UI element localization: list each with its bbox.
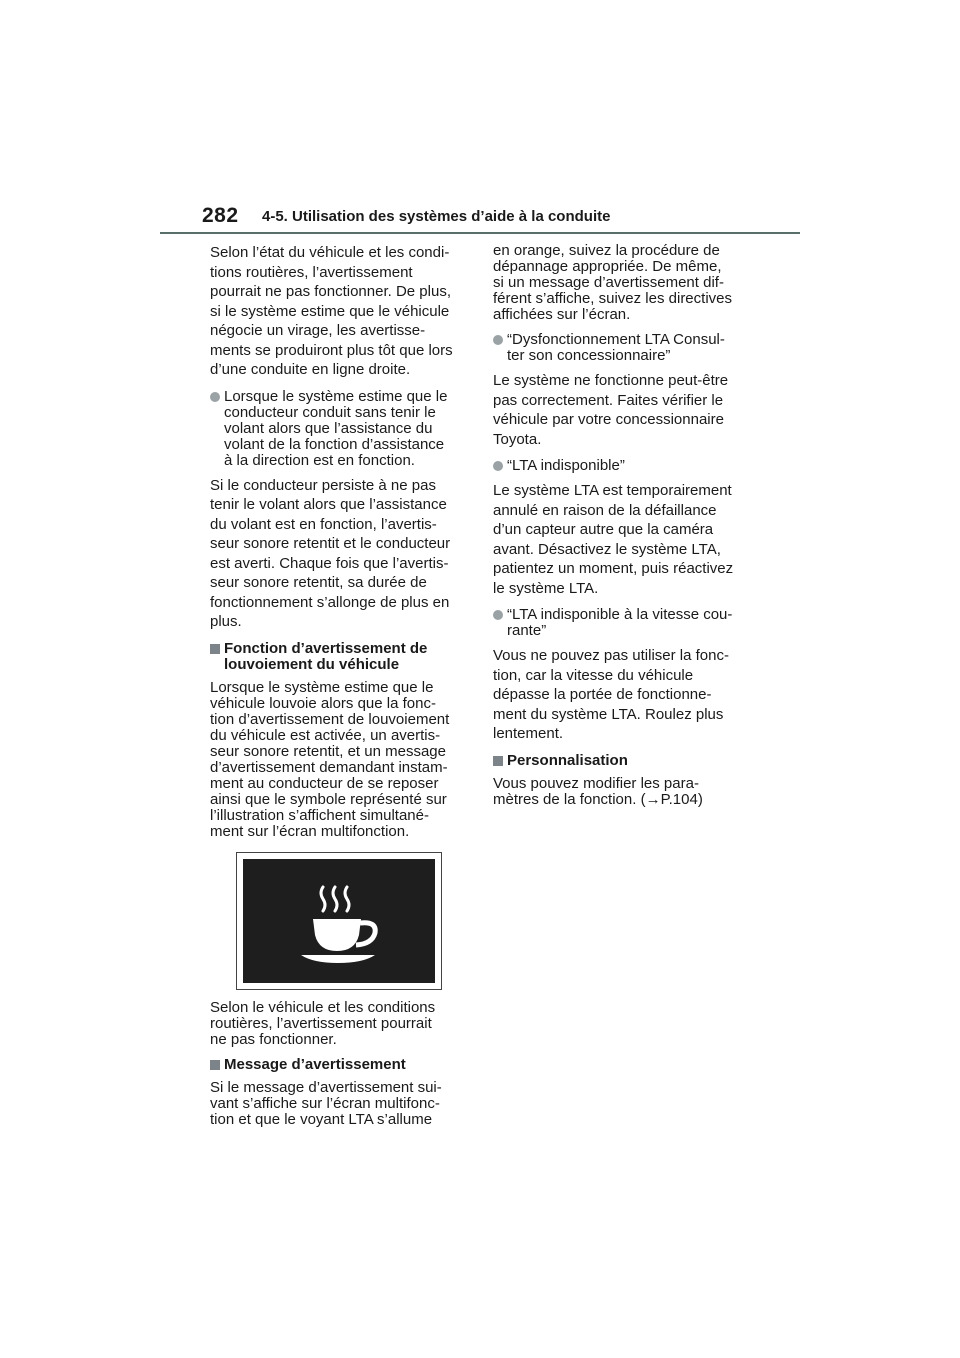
- square-bullet-icon: [210, 1060, 220, 1070]
- bullet-item: “LTA indisponible”: [493, 458, 761, 474]
- paragraph: Si le conducteur persiste à ne pas tenir le volant alors que l’assistance du volant est en fonction, l’avertis- seur sonore retentit et le conducteur est averti. Chaque fois que l’avertis- seur sonore retentit, sa durée de fonctionnement s’allonge de plus en plus.: [210, 476, 451, 630]
- left-column: [210, 243, 478, 1128]
- coffee-cup-icon: [243, 859, 435, 983]
- subsection-heading: Fonction d’avertissement de louvoiement du véhicule: [210, 641, 478, 673]
- page-header: [0, 0, 960, 240]
- bullet-dot-icon: [493, 461, 503, 471]
- paragraph: Vous ne pouvez pas utiliser la fonc- tion, car la vitesse du véhicule dépasse la portée de fonctionne- ment du système LTA. Roulez plus lentement.: [493, 647, 729, 742]
- illustration-frame: [236, 852, 442, 990]
- paragraph: Le système LTA est temporairement annulé en raison de la défaillance d’un capteur autre que la caméra avant. Désactivez le système LTA, patientez un moment, puis réactivez le système LTA.: [493, 482, 734, 597]
- paragraph: en orange, suivez la procédure de dépannage appropriée. De même, si un message d’avertissement dif- férent s’affiche, suivez les directives affichées sur l’écran.: [493, 242, 732, 323]
- page-number: 282: [202, 204, 239, 227]
- paragraph: Selon l’état du véhicule et les condi- tions routières, l’avertissement pourrait ne pas fonctionner. De plus, si le système estime que le véhicule négocie un virage, les avertisse- ments se produiront plus tôt que lors d’une conduite en ligne droite.: [210, 244, 453, 378]
- section-title: 4-5. Utilisation des systèmes d’aide à la conduite: [262, 208, 611, 225]
- bullet-dot-icon: [493, 335, 503, 345]
- square-bullet-icon: [493, 756, 503, 766]
- paragraph: Selon le véhicule et les conditions routières, l’avertissement pourrait ne pas fonctionner.: [210, 998, 436, 1048]
- square-bullet-icon: [210, 644, 220, 654]
- multi-information-display: [243, 859, 435, 983]
- right-column: [493, 243, 761, 808]
- subsection-heading: Message d’avertissement: [210, 1057, 478, 1073]
- bullet-item: “LTA indisponible à la vitesse cou- rante”: [493, 607, 761, 639]
- bullet-item: Lorsque le système estime que le conducteur conduit sans tenir le volant alors que l’assistance du volant de la fonction d’assistance à la direction est en fonction.: [210, 389, 478, 469]
- bullet-item: “Dysfonctionnement LTA Consul- ter son concessionnaire”: [493, 332, 761, 364]
- paragraph: Si le message d’avertissement sui- vant s’affiche sur l’écran multifonc- tion et que le voyant LTA s’allume: [210, 1078, 442, 1128]
- header-divider: [160, 232, 800, 234]
- subsection-heading: Personnalisation: [493, 753, 761, 769]
- paragraph: Vous pouvez modifier les para- mètres de la fonction. (→P.104): [493, 774, 703, 808]
- bullet-dot-icon: [210, 392, 220, 402]
- bullet-dot-icon: [493, 610, 503, 620]
- paragraph: Lorsque le système estime que le véhicule louvoie alors que la fonc- tion d’avertissement de louvoiement du véhicule est activée, un avertis- seur sonore retentit, et un message d’avertissement demandant instam- ment au conducteur de se reposer ainsi que le symbole représenté sur l’illustration s’affichent simultané- ment sur l’écran multifonction.: [210, 678, 450, 840]
- paragraph: Le système ne fonctionne peut-être pas correctement. Faites vérifier le véhicule par votre concessionnaire Toyota.: [493, 372, 729, 448]
